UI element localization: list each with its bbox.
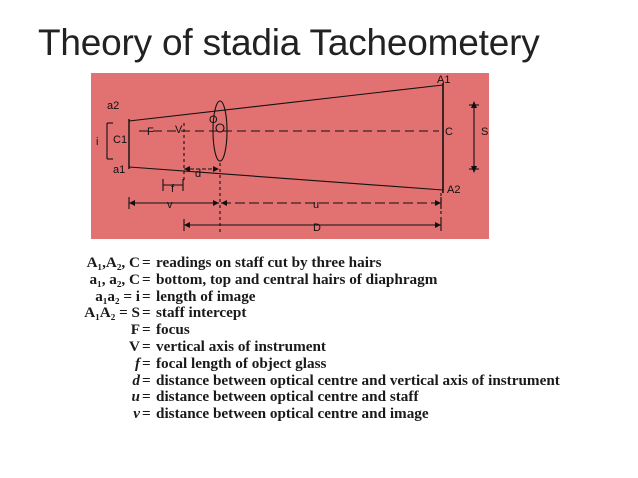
legend-description: distance between optical centre and vertical axis of instrument bbox=[156, 371, 560, 389]
legend-equals: = bbox=[142, 270, 151, 288]
label-a1: a1 bbox=[113, 164, 126, 176]
legend-equals: = bbox=[142, 405, 151, 423]
label-O: O bbox=[209, 114, 218, 126]
legend-description: vertical axis of instrument bbox=[156, 337, 326, 355]
stadia-diagram bbox=[91, 73, 489, 239]
legend-description: focus bbox=[156, 321, 190, 339]
legend-description: distance between optical centre and staff bbox=[156, 388, 419, 406]
legend-symbol: F bbox=[130, 321, 140, 339]
legend-equals: = bbox=[142, 254, 151, 271]
legend-equals: = bbox=[142, 321, 151, 339]
label-i: i bbox=[96, 136, 99, 148]
legend-symbol: A₁,A₂, C bbox=[86, 254, 140, 271]
legend-symbol: A₁A₂ = S bbox=[84, 304, 140, 322]
legend-description: focal length of object glass bbox=[156, 354, 327, 372]
label-v: v bbox=[167, 199, 173, 211]
label-u: u bbox=[313, 199, 320, 211]
legend-description: staff intercept bbox=[156, 304, 247, 322]
legend-symbol: f bbox=[134, 354, 140, 372]
legend-equals: = bbox=[142, 354, 151, 372]
legend-symbol: d bbox=[132, 371, 140, 389]
label-D: D bbox=[313, 222, 321, 234]
label-f: f bbox=[171, 183, 175, 195]
stadia-diagram-svg bbox=[91, 73, 489, 239]
legend-description: bottom, top and central hairs of diaphragm bbox=[156, 270, 438, 288]
page-title: Theory of stadia Tacheometery bbox=[38, 22, 540, 63]
legend-equals: = bbox=[142, 388, 151, 406]
legend-equals: = bbox=[142, 337, 151, 355]
label-d: d bbox=[195, 168, 202, 180]
legend-equals: = bbox=[142, 304, 151, 322]
legend-description: readings on staff cut by three hairs bbox=[156, 254, 382, 271]
label-A1: A1 bbox=[437, 74, 451, 86]
legend-symbol: a₁a₂ = i bbox=[95, 287, 140, 305]
label-A2: A2 bbox=[447, 184, 461, 196]
legend-symbol: V bbox=[129, 337, 140, 355]
label-C: C bbox=[445, 126, 453, 138]
legend-symbol: v bbox=[133, 405, 140, 423]
legend-symbol: u bbox=[131, 388, 140, 406]
legend-symbol: a₁, a₂, C bbox=[89, 270, 140, 288]
legend-equals: = bbox=[142, 287, 151, 305]
label-c1: C1 bbox=[113, 134, 128, 146]
diagram-background bbox=[91, 73, 489, 239]
legend-description: length of image bbox=[156, 287, 256, 305]
legend-description: distance between optical centre and image bbox=[156, 405, 429, 423]
label-V: V bbox=[175, 124, 183, 136]
label-S: S bbox=[481, 126, 489, 138]
label-a2: a2 bbox=[107, 100, 120, 112]
legend-equals: = bbox=[142, 371, 151, 389]
label-F: F bbox=[147, 126, 154, 138]
